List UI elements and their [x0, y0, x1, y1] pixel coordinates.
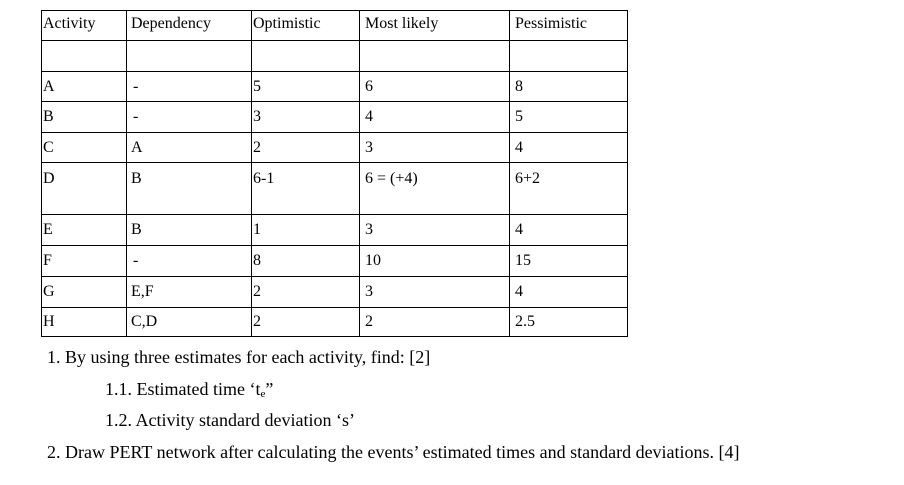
optimistic-cell: 2: [252, 133, 360, 163]
pessimistic-cell: 5: [510, 102, 628, 133]
table-row: [42, 72, 628, 102]
pessimistic-cell: 2.5: [510, 308, 628, 337]
table-row: [42, 133, 628, 163]
activity-cell: A: [42, 72, 127, 102]
empty-cell: [510, 41, 628, 72]
pessimistic-cell: 15: [510, 246, 628, 277]
optimistic-cell: 8: [252, 246, 360, 277]
pessimistic-cell: 4: [510, 277, 628, 308]
question-1: 1. By using three estimates for each activity, find: [2]: [47, 347, 431, 367]
empty-cell: [360, 41, 510, 72]
optimistic-cell: 6-1: [252, 163, 360, 215]
most-likely-cell: 3: [360, 277, 510, 308]
table-row: [42, 163, 628, 215]
pessimistic-cell: 4: [510, 215, 628, 246]
dependency-cell: -: [127, 72, 252, 102]
table-empty-row: [42, 41, 628, 72]
question-1-1-prefix: 1.1. Estimated time ‘t: [105, 379, 261, 399]
activity-cell: G: [42, 277, 127, 308]
activity-cell: B: [42, 102, 127, 133]
most-likely-cell: 4: [360, 102, 510, 133]
dependency-cell: B: [127, 163, 252, 215]
activity-cell: E: [42, 215, 127, 246]
question-1-1-suffix: ”: [265, 379, 274, 399]
pessimistic-cell: 4: [510, 133, 628, 163]
optimistic-cell: 2: [252, 308, 360, 337]
most-likely-cell: 3: [360, 133, 510, 163]
question-1-2: 1.2. Activity standard deviation ‘s’: [105, 410, 355, 430]
header-activity: Activity: [42, 11, 127, 41]
table-row: [42, 215, 628, 246]
table-row: [42, 246, 628, 277]
pessimistic-cell: 8: [510, 72, 628, 102]
header-optimistic: Optimistic: [252, 11, 360, 41]
dependency-cell: -: [127, 246, 252, 277]
dependency-cell: E,F: [127, 277, 252, 308]
question-2: 2. Draw PERT network after calculating the events’ estimated times and standard deviations. [4]: [47, 442, 740, 462]
most-likely-cell: 10: [360, 246, 510, 277]
optimistic-cell: 2: [252, 277, 360, 308]
activity-cell: C: [42, 133, 127, 163]
optimistic-cell: 1: [252, 215, 360, 246]
dependency-cell: C,D: [127, 308, 252, 337]
activity-cell: H: [42, 308, 127, 337]
header-most-likely: Most likely: [360, 11, 510, 41]
pessimistic-cell: 6+2: [510, 163, 628, 215]
most-likely-cell: 6 = (+4): [360, 163, 510, 215]
question-1-1: [105, 378, 273, 405]
most-likely-cell: 2: [360, 308, 510, 337]
activity-cell: D: [42, 163, 127, 215]
activity-cell: F: [42, 246, 127, 277]
optimistic-cell: 5: [252, 72, 360, 102]
table-row: [42, 277, 628, 308]
header-pessimistic: Pessimistic: [510, 11, 628, 41]
most-likely-cell: 3: [360, 215, 510, 246]
dependency-cell: B: [127, 215, 252, 246]
table-row: [42, 308, 628, 337]
empty-cell: [42, 41, 127, 72]
header-dependency: Dependency: [127, 11, 252, 41]
dependency-cell: A: [127, 133, 252, 163]
question-1-1-subscript: e: [260, 388, 266, 400]
most-likely-cell: 6: [360, 72, 510, 102]
empty-cell: [127, 41, 252, 72]
table-header-row: [42, 11, 628, 41]
table-row: [42, 102, 628, 133]
pert-estimates-table: [41, 10, 628, 337]
dependency-cell: -: [127, 102, 252, 133]
optimistic-cell: 3: [252, 102, 360, 133]
empty-cell: [252, 41, 360, 72]
